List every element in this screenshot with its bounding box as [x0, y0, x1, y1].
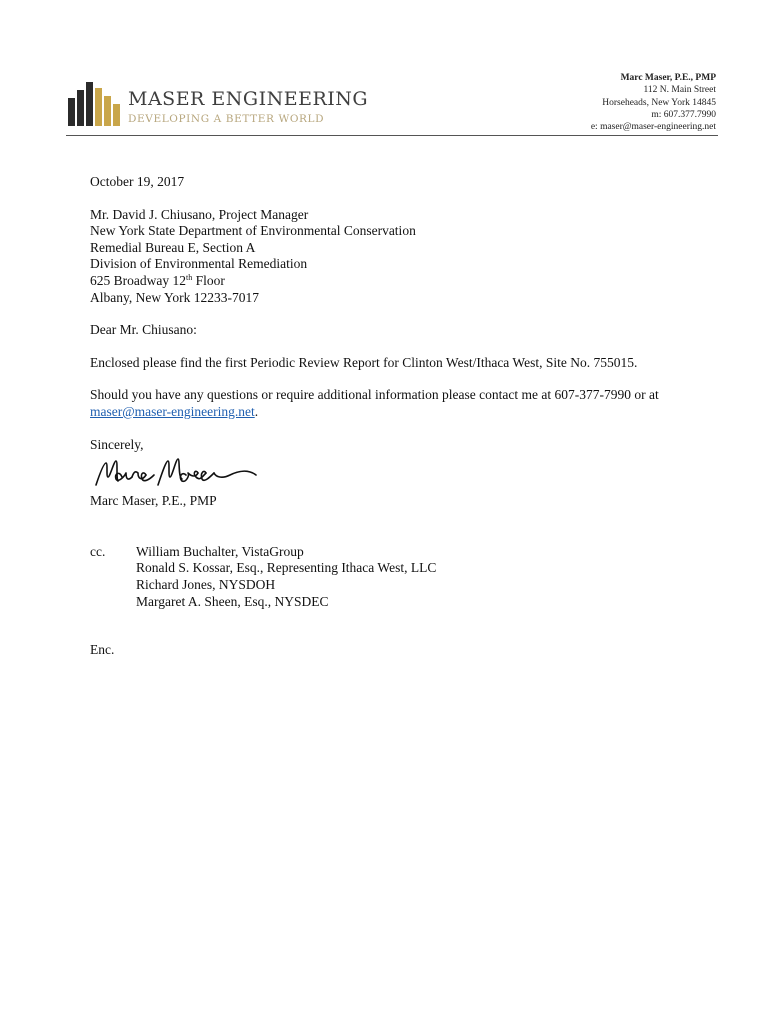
building-bars-icon [66, 80, 124, 128]
floor-label: Floor [192, 272, 225, 288]
body-paragraph: Should you have any questions or require additional information please contact me at 607-377-7990 or at maser@maser-engineering.net. [90, 387, 659, 419]
closing: Sincerely, [90, 436, 144, 452]
brand-name: MASER ENGINEERING [128, 88, 369, 110]
cc-list [136, 544, 436, 610]
signer-name: Marc Maser, P.E., PMP [90, 493, 217, 509]
cc-recipient: Margaret A. Sheen, Esq., NYSDEC [136, 593, 329, 609]
cc-label: cc. [90, 543, 106, 559]
cc-recipient: William Buchalter, VistaGroup [136, 543, 304, 559]
salutation: Dear Mr. Chiusano: [90, 322, 197, 338]
sender-street: 112 N. Main Street [643, 85, 716, 96]
ordinal-suffix: th [185, 272, 193, 282]
enclosure-note: Enc. [90, 642, 115, 658]
sender-name: Marc Maser, P.E., PMP [620, 73, 716, 83]
recipient-address [90, 207, 730, 307]
recipient-line: Mr. David J. Chiusano, Project Manager [90, 206, 309, 222]
cc-recipient: Ronald S. Kossar, Esq., Representing Ithaca West, LLC [136, 560, 437, 576]
recipient-line [90, 273, 730, 290]
cc-recipient: Richard Jones, NYSDOH [136, 576, 276, 592]
street-address: 625 Broadway 12 [90, 272, 186, 288]
handwritten-signature [90, 455, 730, 493]
company-logo [66, 80, 369, 130]
letter-date: October 19, 2017 [90, 174, 185, 189]
body-paragraph: Enclosed please find the first Periodic Review Report for Clinton West/Ithaca West, Site No. 755015. [90, 354, 638, 370]
sender-city: Horseheads, New York 14845 [602, 97, 716, 108]
recipient-line: Division of Environmental Remediation [90, 256, 308, 272]
carbon-copy-block [90, 544, 730, 610]
sender-contact-block [591, 72, 716, 133]
recipient-line: Remedial Bureau E, Section A [90, 239, 256, 255]
email-link[interactable]: maser@maser-engineering.net [90, 403, 255, 419]
letter-body [90, 174, 730, 659]
recipient-line: New York State Department of Environmental Conservation [90, 223, 416, 239]
recipient-line: Albany, New York 12233-7017 [90, 289, 259, 305]
sender-phone: m: 607.377.7990 [651, 109, 716, 120]
brand-tagline: DEVELOPING A BETTER WORLD [128, 113, 325, 125]
header-divider [66, 135, 718, 136]
sender-email: e: maser@maser-engineering.net [590, 122, 716, 133]
